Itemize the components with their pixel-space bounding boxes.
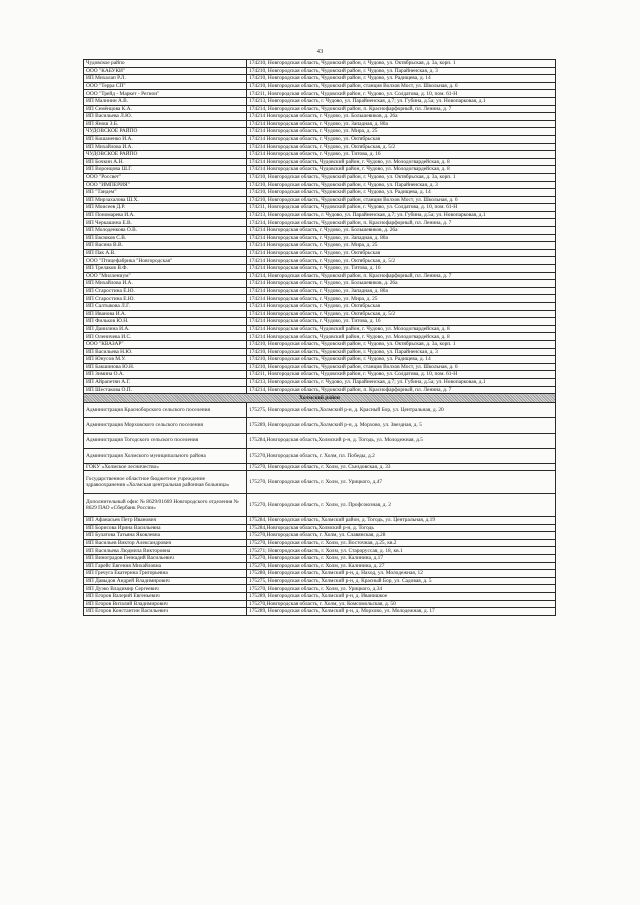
organization-name: ИП Афанасьев Петр Иванович (84, 517, 247, 525)
table-row (84, 386, 556, 394)
organization-address: 175270,Новгородская область, г. Холм, ул. Славянская, д.28 (247, 532, 556, 540)
organization-name: ИП Давыдов Андрей Владимирович (84, 577, 247, 585)
organization-address: 175270, Новгородская область, г. Холм, ул. Калинина, д.17 (247, 555, 556, 563)
table-row (84, 600, 556, 608)
organization-address: 174213, Новгородская область, г. Чудово, ул. Парайненская, д.7; ул. Губина, д.5а; ул. Новопарковая, д.1 (247, 97, 556, 105)
table-row (84, 242, 556, 250)
organization-address: 174214 Новгородская область, г. Чудово, ул. Октябрьская, д. 5/2 (247, 143, 556, 151)
organization-name: ИП Юнусов М.У. (84, 356, 247, 364)
organization-address: 175289, Новгородская область, Холмский р-н, д. Морхово, ул. Молодежная, д. 17 (247, 608, 556, 616)
organization-name: ИП Егоров Валерий Евгеньевич (84, 593, 247, 601)
organization-address: 174210, Новгородская область, Чудовский район, г. Чудово, ул. Октябрьская, д. 3а, корп. 1 (247, 173, 556, 181)
organization-address: 174210, Новгородская область, Чудовский район, г. Чудово, ул. Парайненская, д. 3 (247, 67, 556, 75)
organization-address: 174211, Новгородская область, Чудовский район, г. Чудово, ул. Солдатова, д. 10, пом. 61-Н (247, 90, 556, 98)
organization-address: 175270,Новгородская область, г. Холм, пл. Победы, д.2 (247, 448, 556, 463)
organization-address: 175289, Новгородская область,Холмский р-н, д. Морхово, ул. Звездная, д. 5 (247, 418, 556, 433)
table-row (84, 82, 556, 90)
table-row (84, 181, 556, 189)
organization-address: 174214 Новгородская область, Чудовский район, г. Чудово, ул. Молодогвардейская, д. 8 (247, 325, 556, 333)
organization-address: 174214 Новгородская область, г. Чудово, ул. Западная, д. 80а (247, 120, 556, 128)
organization-name: ИП Шестакова О.П. (84, 386, 247, 394)
table-row (84, 204, 556, 212)
organization-name: ИП Трелаков В.Ф. (84, 265, 247, 273)
table-row (84, 295, 556, 303)
organization-address: 174210, Новгородская область, Чудовский район, станция Волхов Мост, ул. Школьная, д. 6 (247, 363, 556, 371)
organization-name: Чудовское райпо (84, 60, 247, 68)
organization-address: 174214 Новгородская область, г. Чудово, ул. Мира, д. 25 (247, 128, 556, 136)
table-row (84, 371, 556, 379)
organization-address: 174211, Новгородская область, Чудовский район, г. Чудово, ул. Солдатова, д. 10, пом. 61-Н (247, 204, 556, 212)
table-row (84, 517, 556, 525)
table-row (84, 97, 556, 105)
table-row (84, 234, 556, 242)
organization-name: ИП Васильева Л.Ю. (84, 113, 247, 121)
organization-address: 175275, Новгородская область,Холмский р-н, д. Красный Бор, ул. Центральная, д. 20 (247, 403, 556, 418)
organization-name: ИП Васильева Людмила Викторовна (84, 547, 247, 555)
organization-address: 174214, Новгородская область, Чудовский район, п. Краснофарфорный, пл. Ленина, д. 7 (247, 219, 556, 227)
organization-address: 174210, Новгородская область, Чудовский район, г. Чудово, ул. Радищева, д. 14 (247, 189, 556, 197)
organization-address: 175270,Новгородская область, г. Холм, ул. Комсомольская, д. 50 (247, 600, 556, 608)
table-row (84, 60, 556, 68)
organization-name: ИП Пономарева И.А. (84, 211, 247, 219)
organization-name: ИП Кошаненко И.А. (84, 135, 247, 143)
organization-name: ИП Дуэко Владимир Сергеевич (84, 585, 247, 593)
organization-name: ИП Пак А.В. (84, 249, 247, 257)
table-row (84, 105, 556, 113)
organization-name: ИП Борисова Ирина Васильевна (84, 524, 247, 532)
organization-name: ЧУДОВСКОЕ РАЙПО (84, 151, 247, 159)
organization-address: 175270, Новгородская область, г. Холм, ул. Урицкого, д.47 (247, 471, 556, 494)
organization-address: 174214 Новгородская область, г. Чудово, ул. Октябрьская, д. 5/2 (247, 310, 556, 318)
organization-name: ИП Оленичева И.С. (84, 333, 247, 341)
organization-name: ООО "Россвет" (84, 173, 247, 181)
organization-name: Администрация Морховского сельского поселения (84, 418, 247, 433)
organization-address: 174214 Новгородская область, г. Чудово, ул. Западная, д. 80а (247, 287, 556, 295)
organization-name: Администрация Красноборского сельского поселения (84, 403, 247, 418)
organization-name: ИП Михайлова И.А. (84, 143, 247, 151)
organization-address: 175270, Новгородская область, г. Холм, ул. Восточная, д.25, кв.2 (247, 539, 556, 547)
table-row (84, 75, 556, 83)
organization-address: 174214, Новгородская область, Чудовский район, п. Краснофарфорный, пл. Ленина, д. 7 (247, 386, 556, 394)
table-row (84, 333, 556, 341)
table-row (84, 113, 556, 121)
organization-address: 174214, Новгородская область, Чудовский район, п. Краснофарфорный, пл. Ленина, д. 7 (247, 272, 556, 280)
organization-address: 174214 Новгородская область, г. Чудово, ул. Титова, д. 16 (247, 318, 556, 326)
organization-address: 174214 Новгородская область, г. Чудово, ул. Большевиков, д. 26а (247, 280, 556, 288)
table-row (84, 577, 556, 585)
organization-name: ИП Васильева Н.Ю. (84, 348, 247, 356)
table-row (84, 539, 556, 547)
table-row (84, 219, 556, 227)
organization-address: 175271; Новгородская область, г. Холм, ул. Староруссая, д. 18, кв.1 (247, 547, 556, 555)
organization-name: ООО "Терра СП" (84, 82, 247, 90)
organization-address: 174210, Новгородская область, Чудовский район, г. Чудово, ул. Радищева, д. 14 (247, 75, 556, 83)
table-row (84, 249, 556, 257)
organization-name: Дополнительный офис № 8629/01669 Новгородского отделения № 8629 ПАО «Сбербанк России» (84, 494, 247, 517)
organization-address: 174214 Новгородская область, г. Чудово, ул. Титова, д. 16 (247, 151, 556, 159)
table-row (84, 403, 556, 418)
organization-name: ИП Васина В.В. (84, 242, 247, 250)
section-title: Холмский район (84, 394, 556, 403)
table-row (84, 272, 556, 280)
table-row (84, 196, 556, 204)
table-row (84, 257, 556, 265)
organization-name: ИП Фильков Ю.Н. (84, 318, 247, 326)
organization-name: ООО "КАБУКИ" (84, 67, 247, 75)
organization-name: ИП Данилина И.А. (84, 325, 247, 333)
organization-address: 174210, Новгородская область, Чудовский район, г. Чудово, ул. Парайненская, д. 3 (247, 181, 556, 189)
organization-address: 174213, Новгородская область, г. Чудово, ул. Парайненская, д.7; ул. Губина, д.5а; ул. Новопарковая, д.1 (247, 211, 556, 219)
organization-address: 175284,Новгородская область,Холмский р-н, д. Тогодь, ул. Молодежная, д.5 (247, 433, 556, 448)
table-row (84, 433, 556, 448)
organization-name: ИП Айрапетян А.Г. (84, 378, 247, 386)
organization-name: ООО "Трейд - Маркет - Регион" (84, 90, 247, 98)
organization-name: ИП Зимина О.А. (84, 371, 247, 379)
organization-name: ИП Салтыкова Л.Г. (84, 303, 247, 311)
organization-name: ИП Молоденкова О.В. (84, 227, 247, 235)
organization-name: ИП Виноградов Геннадий Васильевич (84, 555, 247, 563)
organization-address: 174214 Новгородская область, г. Чудово, ул. Западная, д. 80а (247, 234, 556, 242)
organization-name: ИП Гречуга Екатерина Григорьевна (84, 570, 247, 578)
table-row (84, 287, 556, 295)
table-row (84, 310, 556, 318)
organization-address: 175284, Новгородская область, Холмский район, д. Тогодь, ул. Центральная, д.19 (247, 517, 556, 525)
table-row (84, 593, 556, 601)
organization-name: Государственное областное бюджетное учреждение здравоохранения «Холмская центральная районная больница» (84, 471, 247, 494)
organization-address: 174214 Новгородская область, г. Чудово, ул. Большевиков, д. 26а (247, 113, 556, 121)
table-row (84, 265, 556, 273)
organization-name: ИП Бакшинова Ю.Н. (84, 363, 247, 371)
table-row (84, 532, 556, 540)
organization-address: 174210, Новгородская область, Чудовский район, станция Волхов Мост, ул. Школьная, д. 6 (247, 82, 556, 90)
organization-address: 175284,Новгородская область,Холмский р-н, д. Тогодь (247, 524, 556, 532)
table-row (84, 471, 556, 494)
organization-name: ИП Васильев Виктор Александрович (84, 539, 247, 547)
table-row (84, 90, 556, 98)
table-row (84, 418, 556, 433)
table-row (84, 135, 556, 143)
organization-name: ИП Булатова Татьяна Яковлевна (84, 532, 247, 540)
table-row (84, 547, 556, 555)
table-row (84, 562, 556, 570)
table-row (84, 120, 556, 128)
organization-name: ИП Михайлова И.А. (84, 280, 247, 288)
organization-address: 174210, Новгородская область, Чудовский район, г. Чудово, ул. Октябрьская, д. 3а, корп. 1 (247, 340, 556, 348)
organization-address: 175270, Новгородская область, г. Холм, ул. Профсоюзная, д. 2 (247, 494, 556, 517)
organization-address: 174214 Новгородская область, г. Чудово, ул. Титова, д. 16 (247, 265, 556, 273)
registry-table (83, 59, 556, 616)
organization-name: ИП Гарейс Евгения Михайловна (84, 562, 247, 570)
table-row (84, 608, 556, 616)
organization-name: ИП Михалап Р.Л. (84, 75, 247, 83)
organization-name: Администрация Холмского муниципального района (84, 448, 247, 463)
table-row (84, 348, 556, 356)
organization-name: ИП Черкашина Е.В. (84, 219, 247, 227)
organization-name: ИП Евсюков С.В. (84, 234, 247, 242)
organization-address: 174214 Новгородская область, г. Чудово, ул. Октябрьская (247, 249, 556, 257)
organization-address: 174214 Новгородская область, г. Чудово, ул. Октябрьская, д. 5/2 (247, 257, 556, 265)
organization-address: 174214 Новгородская область, Чудовский район, г. Чудово, ул. Молодогвардейская, д. 8 (247, 166, 556, 174)
organization-address: 175280, Новгородская область, Холмский р-н, д. Наход, ул. Молодежная, 12 (247, 570, 556, 578)
organization-address: 174214 Новгородская область, Чудовский район, г. Чудово, ул. Молодогвардейская, д. 8 (247, 333, 556, 341)
organization-address: 174210, Новгородская область, Чудовский район, г. Чудово, ул. Парайненская, д. 3 (247, 348, 556, 356)
organization-name: ИП Егоров Виталий Владимирович (84, 600, 247, 608)
organization-address: 174210, Новгородская область, Чудовский район, станция Волхов Мост, ул. Школьная, д. 6 (247, 196, 556, 204)
table-row (84, 356, 556, 364)
organization-address: 174211, Новгородская область, Чудовский район, г. Чудово, ул. Солдатова, д. 10, пом. 61-Н (247, 371, 556, 379)
table-row (84, 128, 556, 136)
organization-name: ИП Бочкин А.Н. (84, 158, 247, 166)
organization-name: ИП Моисеев Д.Р. (84, 204, 247, 212)
table-row (84, 189, 556, 197)
organization-name: Администрация Тогодского сельского поселения (84, 433, 247, 448)
organization-address: 174214 Новгородская область, г. Чудово, ул. Октябрьская (247, 303, 556, 311)
organization-name: ООО "ИМПЕРИЯ" (84, 181, 247, 189)
table-row (84, 318, 556, 326)
organization-name: ИП Малинин А.В. (84, 97, 247, 105)
organization-name: ИП Иванова И.А. (84, 310, 247, 318)
organization-name: ГОКУ «Холмское лесничество» (84, 463, 247, 471)
table-row (84, 340, 556, 348)
table-row (84, 173, 556, 181)
organization-address: 174210, Новгородская область, Чудовский район, г. Чудово, ул. Радищева, д. 14 (247, 356, 556, 364)
table-row (84, 303, 556, 311)
table-row (84, 280, 556, 288)
organization-name: ИП Егоров Константин Васильевич (84, 608, 247, 616)
organization-address: 175270, Новгородская область, г. Холм, ул. Съездовская, д. 33 (247, 463, 556, 471)
section-header-row (84, 394, 556, 403)
table-row (84, 448, 556, 463)
table-row (84, 555, 556, 563)
organization-address: 174213, Новгородская область, г. Чудово, ул. Парайненская, д.7; ул. Губина, д.5а; ул. Новопарковая, д.1 (247, 378, 556, 386)
organization-name: ИП Старостина Е.Ю. (84, 287, 247, 295)
table-row (84, 325, 556, 333)
table-row (84, 363, 556, 371)
organization-address: 175270, Новгородская область, г. Холм, ул. Калинина, д. 27 (247, 562, 556, 570)
organization-address: 175270, Новгородская область, г. Холм, ул. Урицкого, д.34 (247, 585, 556, 593)
organization-address: 174214 Новгородская область, г. Чудово, ул. Большевиков, д. 26а (247, 227, 556, 235)
organization-address: 174214, Новгородская область, Чудовский район, п. Краснофарфорный, пл. Ленина, д. 7 (247, 105, 556, 113)
table-row (84, 570, 556, 578)
table-row (84, 211, 556, 219)
table-row (84, 494, 556, 517)
organization-name: ИП Мирзахалова Ш.Х. (84, 196, 247, 204)
organization-name: ИП Янош З.Б. (84, 120, 247, 128)
table-row (84, 158, 556, 166)
table-row (84, 227, 556, 235)
table-row (84, 67, 556, 75)
organization-address: 174214 Новгородская область, Чудовский район, г. Чудово, ул. Молодогвардейская, д. 8 (247, 158, 556, 166)
page-number: 43 (316, 48, 324, 55)
table-row (84, 166, 556, 174)
organization-address: 175289, Новгородская область, Холмский р-н, д. Иванишкое (247, 593, 556, 601)
organization-address: 174214 Новгородская область, г. Чудово, ул. Мира, д. 25 (247, 295, 556, 303)
table-row (84, 143, 556, 151)
table-row (84, 463, 556, 471)
organization-name: ООО "Птицефабрика "Новгородская" (84, 257, 247, 265)
table-row (84, 151, 556, 159)
organization-name: ООО "Миллениум" (84, 272, 247, 280)
organization-address: 174214 Новгородская область, г. Чудово, ул. Октябрьская (247, 135, 556, 143)
organization-address: 174214 Новгородская область, г. Чудово, ул. Мира, д. 25 (247, 242, 556, 250)
organization-address: 175275, Новгородская область, Холмский р-н, д. Красный Бор, ул. Садовая, д. 5 (247, 577, 556, 585)
organization-name: ООО "КВАЗАР" (84, 340, 247, 348)
organization-address: 174210, Новгородская область, Чудовский район, г. Чудово, ул. Октябрьская, д. 3а, корп. 1 (247, 60, 556, 68)
organization-name: ИП "Тандем" (84, 189, 247, 197)
organization-name: ИП Воронцова Ш.Г. (84, 166, 247, 174)
table-row (84, 585, 556, 593)
table-row (84, 524, 556, 532)
organization-name: ЧУДОВСКОЕ РАЙПО (84, 128, 247, 136)
organization-name: ИП Семёнцова К.А. (84, 105, 247, 113)
table-row (84, 378, 556, 386)
organization-name: ИП Старостина Е.Ю. (84, 295, 247, 303)
